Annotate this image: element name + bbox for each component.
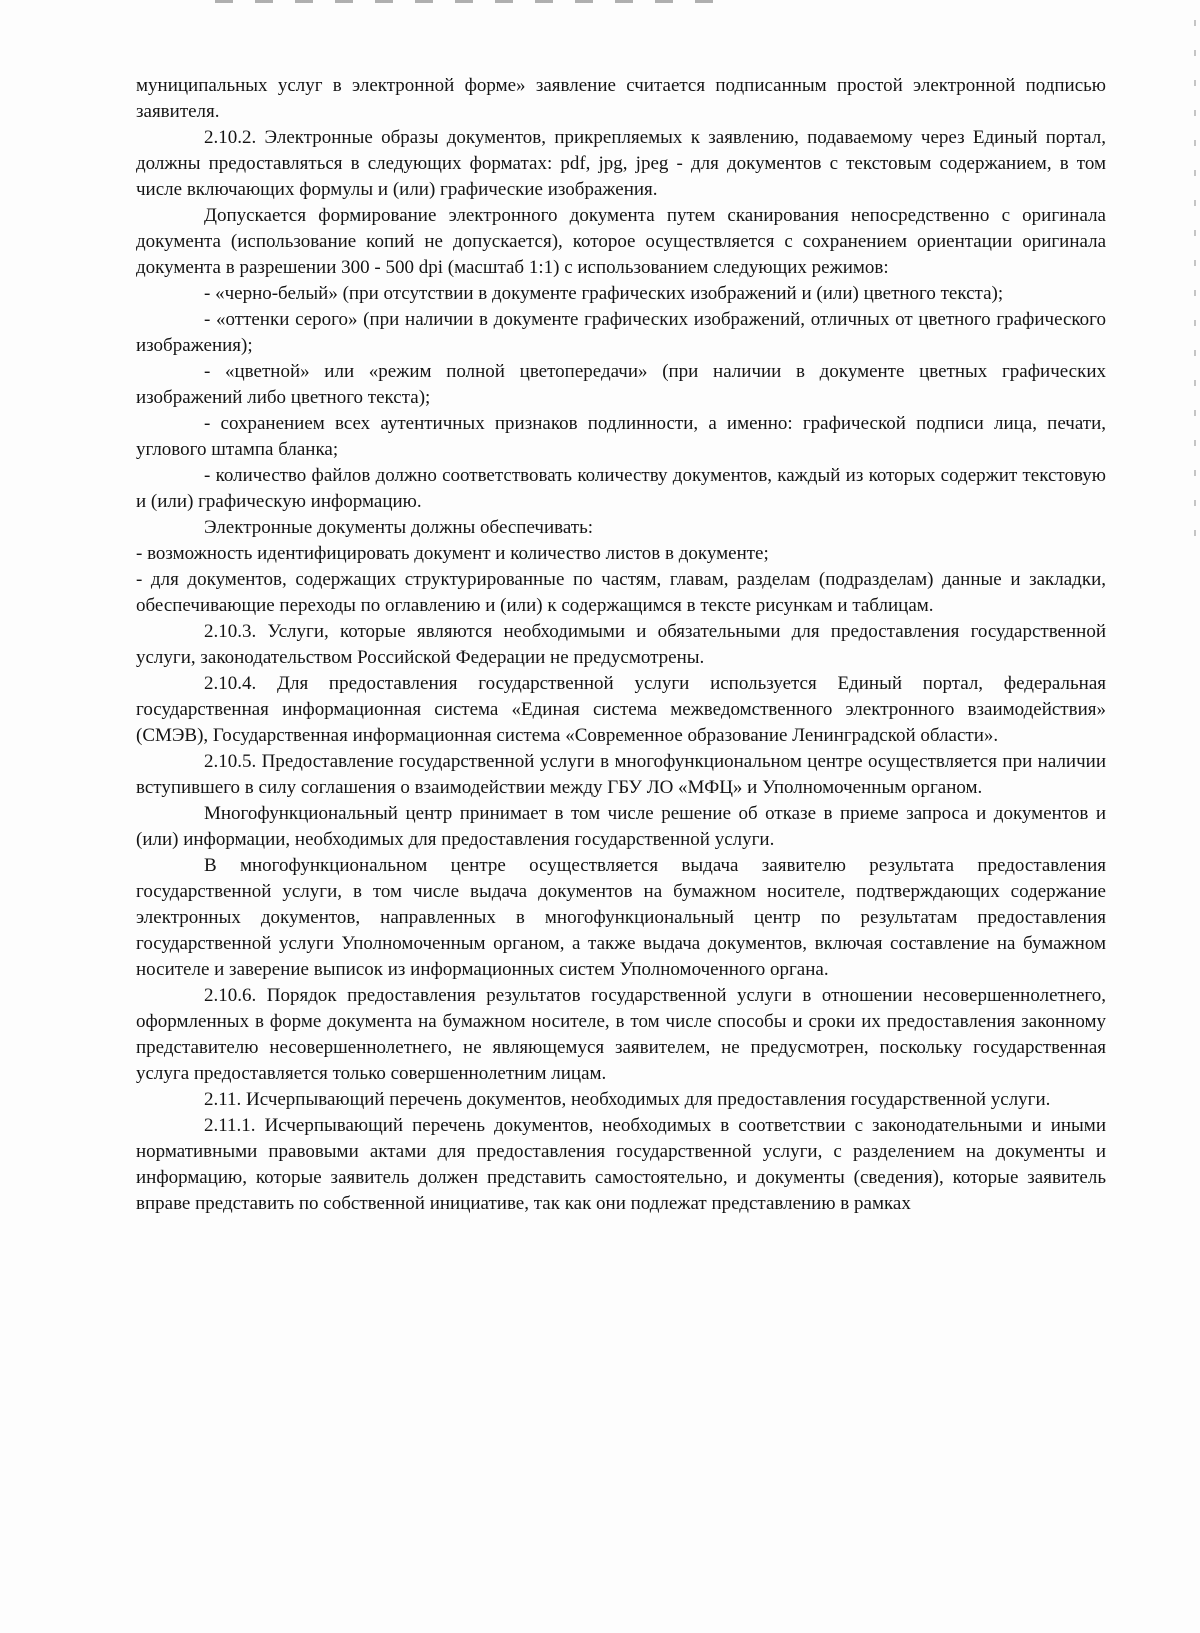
- paragraph: Допускается формирование электронного документа путем сканирования непосредственно с оригинала документа (использование копий не допускается), которое осуществляется с сохранением ориентации оригинала документа в разрешении 300 - 500 dpi (масштаб 1:1) с использованием следующих режимов:: [136, 205, 1106, 278]
- paragraph: 2.10.4. Для предоставления государственной услуги используется Единый портал, федеральная государственная информационная система «Единая система межведомственного электронного взаимодействия» (СМЭВ), Государственная информационная система «Современное образование Ленинградской области».: [136, 673, 1106, 746]
- paragraph: 2.11.1. Исчерпывающий перечень документов, необходимых в соответствии с законодательными и иными нормативными правовыми актами для предоставления государственной услуги, с разделением на документы и информацию, которые заявитель должен представить самостоятельно, и документы (сведения), которые заявитель вправе представить по собственной инициативе, так как они подлежат представлению в рамках: [136, 1115, 1106, 1214]
- paragraph: 2.10.2. Электронные образы документов, прикрепляемых к заявлению, подаваемому через Единый портал, должны предоставляться в следующих форматах: pdf, jpg, jpeg - для документов с текстовым содержанием, в том числе включающих формулы и (или) графические изображения.: [136, 127, 1106, 200]
- scan-artifact-right-edge: [1194, 20, 1196, 540]
- section-heading: 2.11. Исчерпывающий перечень документов, необходимых для предоставления государственной услуги.: [204, 1089, 1051, 1110]
- paragraph: Многофункциональный центр принимает в том числе решение об отказе в приеме запроса и документов и (или) информации, необходимых для предоставления государственной услуги.: [136, 803, 1106, 850]
- paragraph: муниципальных услуг в электронной форме» заявление считается подписанным простой электронной подписью заявителя.: [136, 75, 1106, 122]
- list-item: - возможность идентифицировать документ и количество листов в документе;: [136, 543, 769, 564]
- scan-artifact-top: [215, 0, 735, 3]
- list-item: - сохранением всех аутентичных признаков подлинности, а именно: графической подписи лица, печати, углового штампа бланка;: [136, 413, 1106, 460]
- document-body: [136, 73, 1106, 1217]
- paragraph: В многофункциональном центре осуществляется выдача заявителю результата предоставления государственной услуги, в том числе выдача документов на бумажном носителе, подтверждающих содержание электронных документов, направленных в многофункциональный центр по результатам предоставления государственной услуги Уполномоченным органом, а также выдача документов, включая составление на бумажном носителе и заверение выписок из информационных систем Уполномоченного органа.: [136, 855, 1106, 980]
- list-item: - «оттенки серого» (при наличии в документе графических изображений, отличных от цветного графического изображения);: [136, 309, 1106, 356]
- paragraph: Электронные документы должны обеспечивать:: [204, 517, 594, 538]
- list-item: - «черно-белый» (при отсутствии в документе графических изображений и (или) цветного текста);: [204, 283, 1004, 304]
- list-item: - для документов, содержащих структурированные по частям, главам, разделам (подразделам) данные и закладки, обеспечивающие переходы по оглавлению и (или) к содержащимся в тексте рисункам и таблицам.: [136, 569, 1106, 616]
- paragraph: 2.10.5. Предоставление государственной услуги в многофункциональном центре осуществляется при наличии вступившего в силу соглашения о взаимодействии между ГБУ ЛО «МФЦ» и Уполномоченным органом.: [136, 751, 1106, 798]
- paragraph: 2.10.3. Услуги, которые являются необходимыми и обязательными для предоставления государственной услуги, законодательством Российской Федерации не предусмотрены.: [136, 621, 1106, 668]
- list-item: - «цветной» или «режим полной цветопередачи» (при наличии в документе цветных графических изображений либо цветного текста);: [136, 361, 1106, 408]
- list-item: - количество файлов должно соответствовать количеству документов, каждый из которых содержит текстовую и (или) графическую информацию.: [136, 465, 1106, 512]
- paragraph: 2.10.6. Порядок предоставления результатов государственной услуги в отношении несовершеннолетнего, оформленных в форме документа на бумажном носителе, в том числе способы и сроки их предоставления законному представителю несовершеннолетнего, не являющемуся заявителем, не предусмотрен, поскольку государственная услуга предоставляется только совершеннолетним лицам.: [136, 985, 1106, 1084]
